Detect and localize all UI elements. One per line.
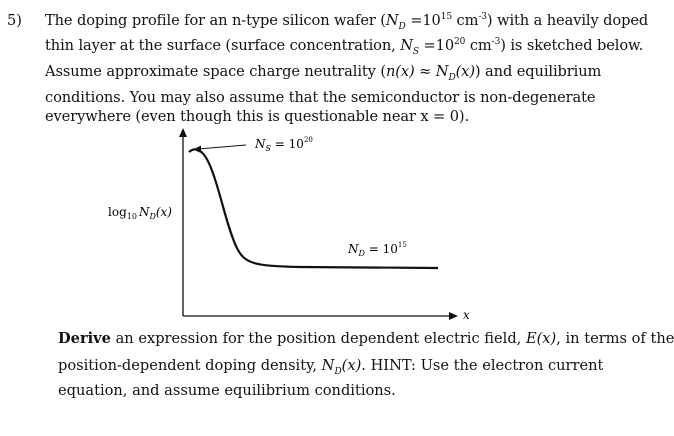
task-line-2: position-dependent doping density, $N_D(x)$. HINT: Use the electron current [58,357,604,377]
ns-label: $N_S = 10^{20}$ [255,136,313,153]
question-line-4: conditions. You may also assume that the semiconductor is non-degenerate [45,89,596,106]
x-axis-arrowhead [449,312,458,320]
question-line-2: thin layer at the surface (surface concentration, $N_S =10^{20}$ $cm^{-3}$) is sketched below. [45,37,644,57]
ns-pointer-arrowhead [193,146,201,154]
y-axis-label: $\log_{10} N_D(x)$ [108,205,172,221]
question-number: 5) [7,12,22,29]
question-line-1: The doping profile for an n-type silicon wafer ($N_D =10^{15}$ $cm^{-3}$) with a heavily doped [45,12,649,32]
question-line-5: everywhere (even though this is questionable near x = 0). [45,108,470,125]
task-line-1: Derive an expression for the position dependent electric field, E(x), in terms of the [58,330,674,347]
ns-pointer-line [198,145,246,149]
task-line-3: equation, and assume equilibrium conditions. [58,382,396,399]
question-line-3: Assume approximate space charge neutrality $(n(x) \approx N_D(x))$ and equilibrium [45,63,602,83]
x-axis-label: x [463,308,470,322]
doping-curve [189,149,438,268]
nd-label: $N_D = 10^{15}$ [348,241,407,258]
y-axis-arrowhead [179,128,187,137]
